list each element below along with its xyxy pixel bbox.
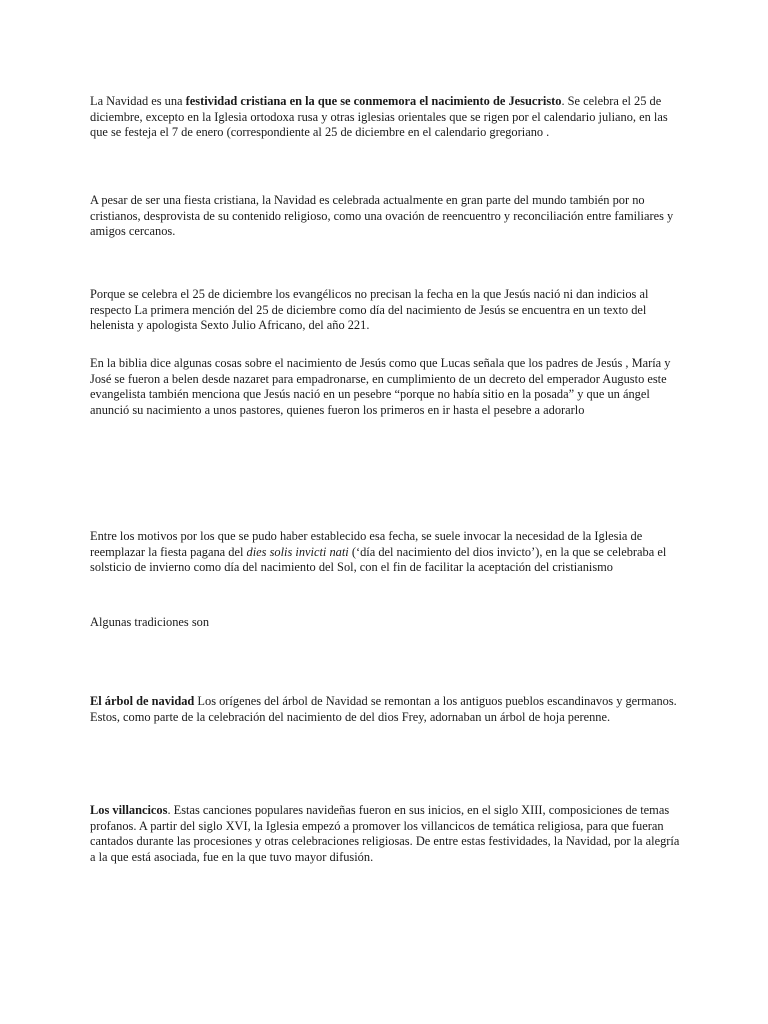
- text-segment-bold: Los villancicos: [90, 803, 168, 817]
- paragraph-arbol: [90, 694, 682, 725]
- text-segment: (‘día del nacimiento del dios invicto’), en la que se celebraba el solsticio de invierno como día del nacimiento del Sol, con el fin de facilitar la aceptación del cristianismo: [90, 544, 667, 575]
- paragraph-villancicos: [90, 803, 682, 865]
- text-segment-bold: festividad cristiana en la que se conmemora el nacimiento de Jesucristo: [185, 94, 562, 108]
- paragraph-fecha: [90, 287, 682, 334]
- paragraph-motivos: [90, 529, 682, 576]
- text-segment: Algunas tradiciones son: [90, 615, 210, 629]
- text-segment: Entre los motivos por los que se pudo haber establecido esa fecha, se suele invocar la necesidad de la Iglesia de reemplazar la fiesta pagana del: [90, 529, 643, 559]
- text-segment: . Se celebra el 25 de diciembre, excepto en la Iglesia ortodoxa rusa y otras iglesias orientales que se rigen por el calendario juliano, en las que se festeja el 7 de enero (correspondiente al 25 de diciembre en el calendario gregoriano .: [90, 94, 668, 140]
- text-segment: Porque se celebra el 25 de diciembre los evangélicos no precisan la fecha en la que Jesús nació ni dan indicios al respecto La primera mención del 25 de diciembre como día del nacimiento de Jesús se encuentra en un texto del helenista y apologista Sexto Julio Africano, del año 221.: [90, 287, 649, 333]
- text-segment-bold: El árbol de navidad: [90, 694, 195, 708]
- paragraph-navidad-intro: [90, 94, 682, 141]
- text-segment: . Estas canciones populares navideñas fueron en sus inicios, en el siglo XIII, composiciones de temas profanos. A partir del siglo XVI, la Iglesia empezó a promover los villancicos de temática religiosa, para que fueran cantados durante las procesiones y otras celebraciones religiosas. De entre estas festividades, la Navidad, por la alegría a la que está asociada, fue en la que tuvo mayor difusión.: [90, 803, 680, 864]
- text-segment: En la biblia dice algunas cosas sobre el nacimiento de Jesús como que Lucas señala que los padres de Jesús , María y José se fueron a belen desde nazaret para empadronarse, en cumplimiento de un decreto del emperador Augusto este evangelista también menciona que Jesús nació en un pesebre “porque no había sitio en la posada” y que un ángel anunció su nacimiento a unos pastores, quienes fueron los primeros en ir hasta el pesebre a adorarlo: [90, 356, 671, 417]
- text-segment: A pesar de ser una fiesta cristiana, la Navidad es celebrada actualmente en gran parte del mundo también por no cristianos, desprovista de su contenido religioso, como una ovación de reencuentro y reconciliación entre familiares y amigos cercanos.: [90, 193, 674, 239]
- paragraph-fiesta-cristiana: [90, 193, 682, 240]
- text-segment: Los orígenes del árbol de Navidad se remontan a los antiguos pueblos escandinavos y germanos. Estos, como parte de la celebración del nacimiento de del dios Frey, adornaban un árbol de hoja perenne.: [90, 694, 677, 724]
- text-segment: La Navidad es una: [90, 94, 186, 108]
- paragraph-biblia: [90, 356, 682, 418]
- text-segment-italic: dies solis invicti nati: [246, 544, 349, 559]
- paragraph-tradiciones: [90, 615, 682, 631]
